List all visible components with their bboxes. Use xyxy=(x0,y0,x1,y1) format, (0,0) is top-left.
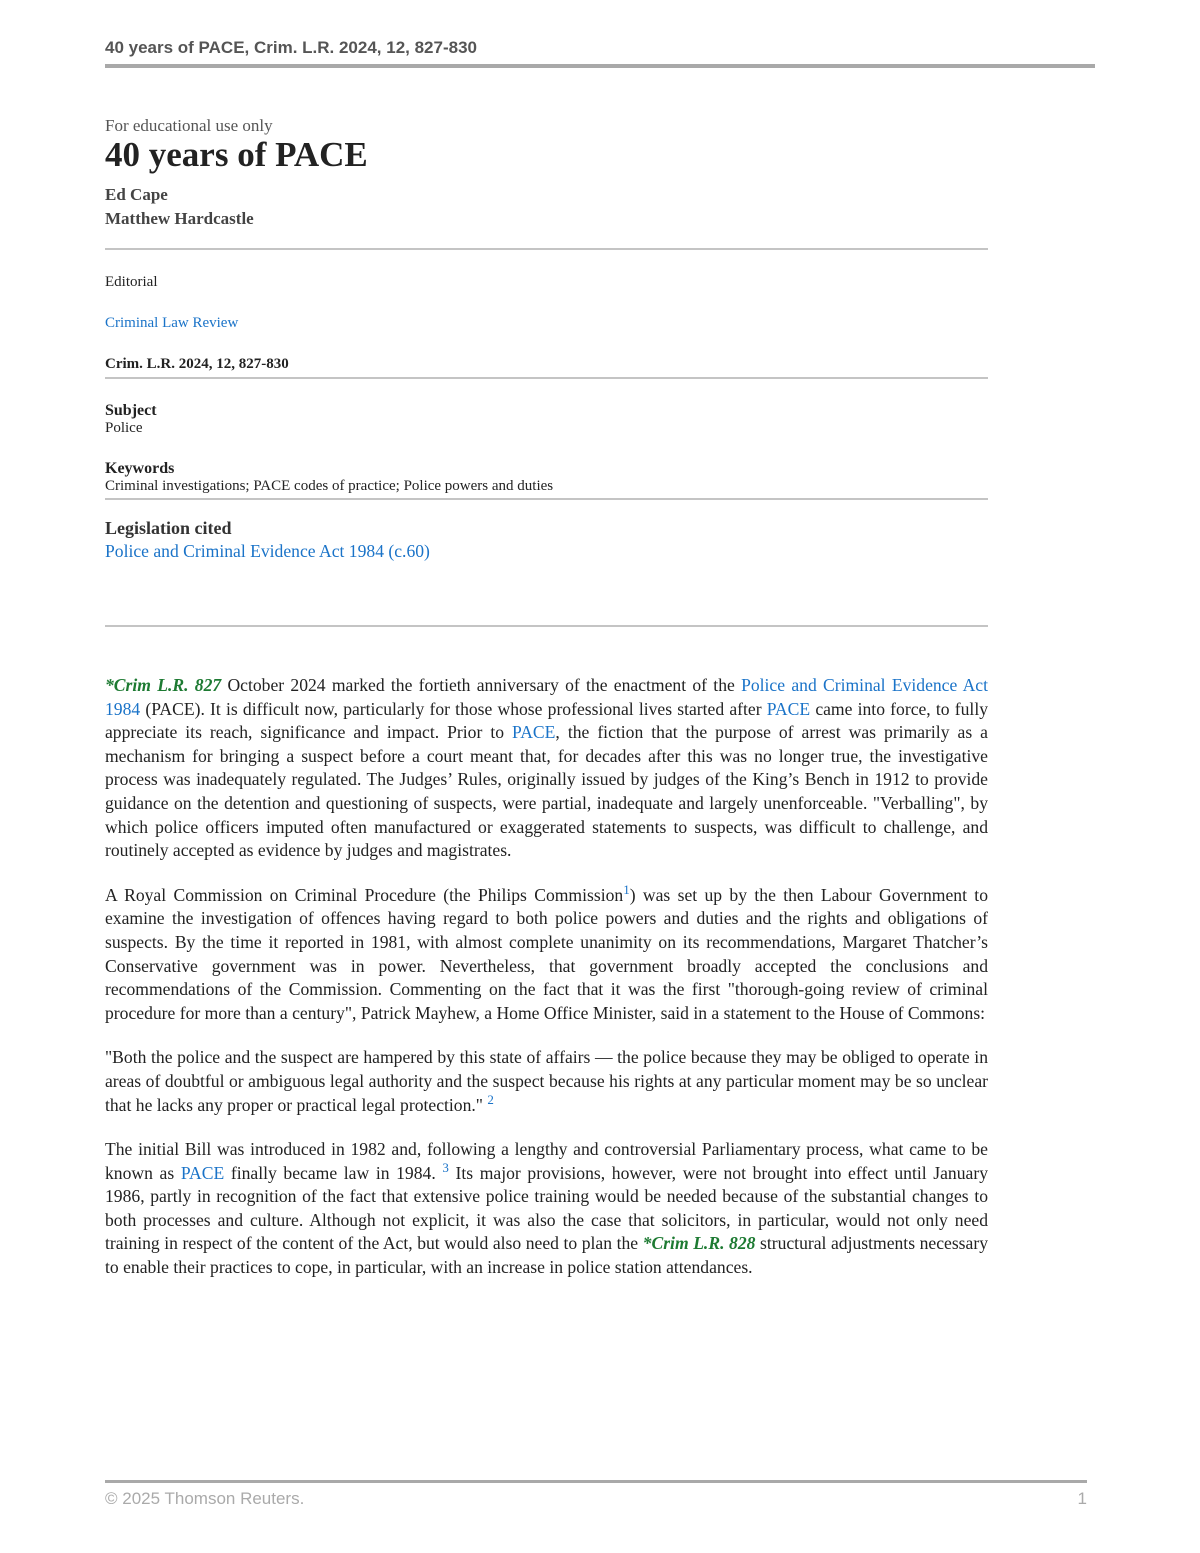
footnote-ref[interactable]: 2 xyxy=(487,1091,494,1107)
page-number: 1 xyxy=(1077,1489,1087,1508)
section-divider xyxy=(105,248,988,250)
section-divider xyxy=(105,377,988,379)
legislation-inline-link[interactable]: Police and Criminal Evidence Act 1984 xyxy=(105,675,989,719)
citation: Crim. L.R. 2024, 12, 827-830 xyxy=(105,356,289,372)
paragraph: *Crim L.R. 827 October 2024 marked the fortieth anniversary of the enactment of the Police and Criminal Evidence Act 1984 (PACE). It is difficult now, particularly for those whose professional lives started after PACE came into force, to fully appreciate its reach, significance and impact. Prior to PACE, the fiction that the purpose of arrest was primarily as a mechanism for bringing a suspect before a court meant that, for decades after this was no longer true, the investigative process was inadequately regulated. The Judges’ Rules, originally issued by judges of the King’s Bench in 1912 to provide guidance on the detention and questioning of suspects, were partial, inadequate and largely unenforceable. "Verballing", by which police officers imputed often manufactured or exaggerated statements to suspects, was difficult to challenge, and routinely accepted as evidence by judges and magistrates. xyxy=(105,675,989,861)
pace-link[interactable]: PACE xyxy=(766,698,811,719)
keywords-value: Criminal investigations; PACE codes of practice; Police powers and duties xyxy=(105,478,554,494)
document-title: 40 years of PACE xyxy=(105,135,368,174)
paragraph: A Royal Commission on Criminal Procedure (the Philips Commission$^1$) was set up by the then Labour Government to examine the investigation of offences having regard to both police powers and duties and the rights and obligations of suspects. By the time it reported in 1981, with almost complete unanimity on its recommendations, Margaret Thatcher’s Conservative government was in power. Nevertheless, that government broadly accepted the conclusions and recommendations of the Commission. Commenting on the fact that it was the first "thorough-going review of criminal procedure for more than a century", Patrick Mayhew, a Home Office Minister, said in a statement to the House of Commons: xyxy=(105,881,988,1023)
legislation-link[interactable]: Police and Criminal Evidence Act 1984 (c.60) xyxy=(105,541,430,561)
footer-rule xyxy=(105,1480,1087,1483)
section-divider xyxy=(105,498,988,500)
author-list xyxy=(105,183,988,231)
subject-value: Police xyxy=(105,420,143,436)
pace-link[interactable]: PACE xyxy=(180,1162,225,1183)
header-rule xyxy=(105,64,1095,68)
doc-type: Editorial xyxy=(105,274,158,290)
document-metadata xyxy=(105,115,988,627)
footnote-ref[interactable]: 3 xyxy=(442,1159,449,1175)
legislation-label: Legislation cited xyxy=(105,518,232,538)
footnote-ref[interactable]: 1 xyxy=(623,881,630,897)
educational-notice: For educational use only xyxy=(105,116,273,135)
journal-link[interactable]: Criminal Law Review xyxy=(105,315,239,331)
author-name: Matthew Hardcastle xyxy=(105,209,254,228)
copyright-notice: © 2025 Thomson Reuters. xyxy=(105,1489,305,1508)
section-divider xyxy=(105,625,988,627)
paragraph: The initial Bill was introduced in 1982 and, following a lengthy and controversial Parliamentary process, what came to be known as PACE finally became law in 1984. $^3$ Its major provisions, however, were not brought into effect until January 1986, partly in recognition of the fact that extensive police training would be needed because of the substantial changes to both processes and culture. Although not explicit, it was also the case that solicitors, in particular, would not only need training in respect of the content of the Act, but would also need to plan the *Crim L.R. 828 structural adjustments necessary to enable their practices to cope, in particular, with an increase in police station attendances. xyxy=(105,1139,988,1278)
quotation: "Both the police and the suspect are hampered by this state of affairs — the police because they may be obliged to operate in areas of doubtful or ambiguous legal authority and the suspect because his rights at any particular moment may be so unclear that he lacks any proper or practical legal protection." $^2$ xyxy=(105,1047,988,1115)
star-page-marker: *Crim L.R. 827 xyxy=(105,675,222,695)
running-header: 40 years of PACE, Crim. L.R. 2024, 12, 827-830 xyxy=(105,38,477,57)
star-page-marker: *Crim L.R. 828 xyxy=(642,1233,756,1254)
author-name: Ed Cape xyxy=(105,185,168,204)
keywords-label: Keywords xyxy=(105,460,175,477)
subject-label: Subject xyxy=(105,402,157,419)
article-body xyxy=(105,674,988,1301)
pace-link[interactable]: PACE xyxy=(512,722,556,743)
